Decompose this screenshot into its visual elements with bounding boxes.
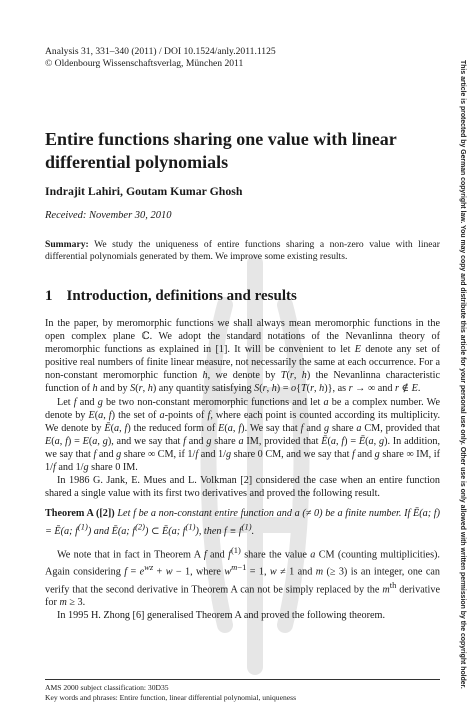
- summary-text: We study the uniqueness of entire functions sharing a non-zero value with linear differential polynomials generated by them. We improve some existing results.: [45, 239, 440, 262]
- keywords: Key words and phrases: Entire function, linear differential polynomial, uniqueness: [45, 693, 297, 702]
- paragraph-intro: In the paper, by meromorphic functions we shall always mean meromorphic functions in the open complex plane ℂ. We adopt the standard notations of the Nevanlinna theory of meromorphic functions as explained in [1]. It will be convenient to let E denote any set of positive real numbers of finite linear measure, not necessarily the same at each occurrence. For a non-constant meromorphic function h, we denote by T(r, h) the Nevanlinna characteristic function of h and by S(r, h) any quantity satisfying S(r, h) = o{T(r, h)}, as r → ∞ and r ∉ E.: [45, 318, 440, 395]
- page-content: [45, 46, 440, 623]
- journal-citation: Analysis 31, 331–340 (2011) / DOI 10.1524/anly.2011.1125: [45, 46, 276, 57]
- paragraph-zhong: In 1995 H. Zhong [6] generalised Theorem A and proved the following theorem.: [57, 610, 385, 622]
- paper-title: Entire functions sharing one value with linear differential polynomials: [45, 129, 397, 172]
- paper-authors: Indrajit Lahiri, Goutam Kumar Ghosh: [45, 184, 243, 198]
- ams-classification: AMS 2000 subject classification: 30D35: [45, 683, 169, 692]
- copyright-side-notice: This article is protected by German copyright law. You may copy and distribute this article for your personal use only. Other use is only allowed with written permission by the copyright holder.: [459, 60, 466, 689]
- theorem-a: [45, 507, 440, 538]
- summary-block: [45, 239, 440, 263]
- received-date: Received: November 30, 2010: [45, 210, 172, 221]
- theorem-statement: Let f be a non-constant entire function and a (≠ 0) be a finite number. If Ē(a; f) = Ē(a; $f^{(1)}$) and Ē(a; $f^{(2)}$) ⊂ Ē(a; $f^{(1)}$), then $f \equiv f^{(1)}$.: [45, 508, 441, 537]
- section-title: Introduction, definitions and results: [66, 288, 297, 304]
- publisher-line: © Oldenbourg Wissenschaftsverlag, München 2011: [45, 58, 244, 69]
- section-heading: [45, 287, 440, 306]
- summary-label: Summary:: [45, 239, 89, 250]
- section-number: 1: [45, 288, 53, 304]
- page-footer: [45, 679, 440, 703]
- paragraph-sharing-definitions: Let f and g be two non-constant meromorphic functions and let a be a complex number. We denote by E(a, f) the set of a-points of f, where each point is counted according its multiplicity. We denote by Ē(a, f) the reduced form of E(a, f). We say that f and g share a CM, provided that E(a, f) = E(a, g), and we say that f and g share a IM, provided that Ē(a, f) = Ē(a, g). In addition, we say that f and g share ∞ CM, if 1/f and 1/g share 0 CM, and we say that f and g share ∞ IM, if 1/f and 1/g share 0 IM.: [45, 396, 441, 474]
- theorem-label: Theorem A ([2]): [45, 508, 115, 520]
- paragraph-theorem-note: We note that in fact in Theorem A f and $f^{(1)}$ share the value a CM (counting multiplicities). Again considering $f = e^{wz} + w - 1$, where $w^{m-1} = 1$, w ≠ 1 and m (≥ 3) is an integer, one can verify that the second derivative in Theorem A can not be simply replaced by the $m^{th}$ derivative for m ≥ 3.: [45, 544, 441, 609]
- paragraph-jank-mues-volkman: In 1986 G. Jank, E. Mues and L. Volkman [2] considered the case when an entire function shared a single value with its first two derivatives and proved the following result.: [45, 475, 440, 500]
